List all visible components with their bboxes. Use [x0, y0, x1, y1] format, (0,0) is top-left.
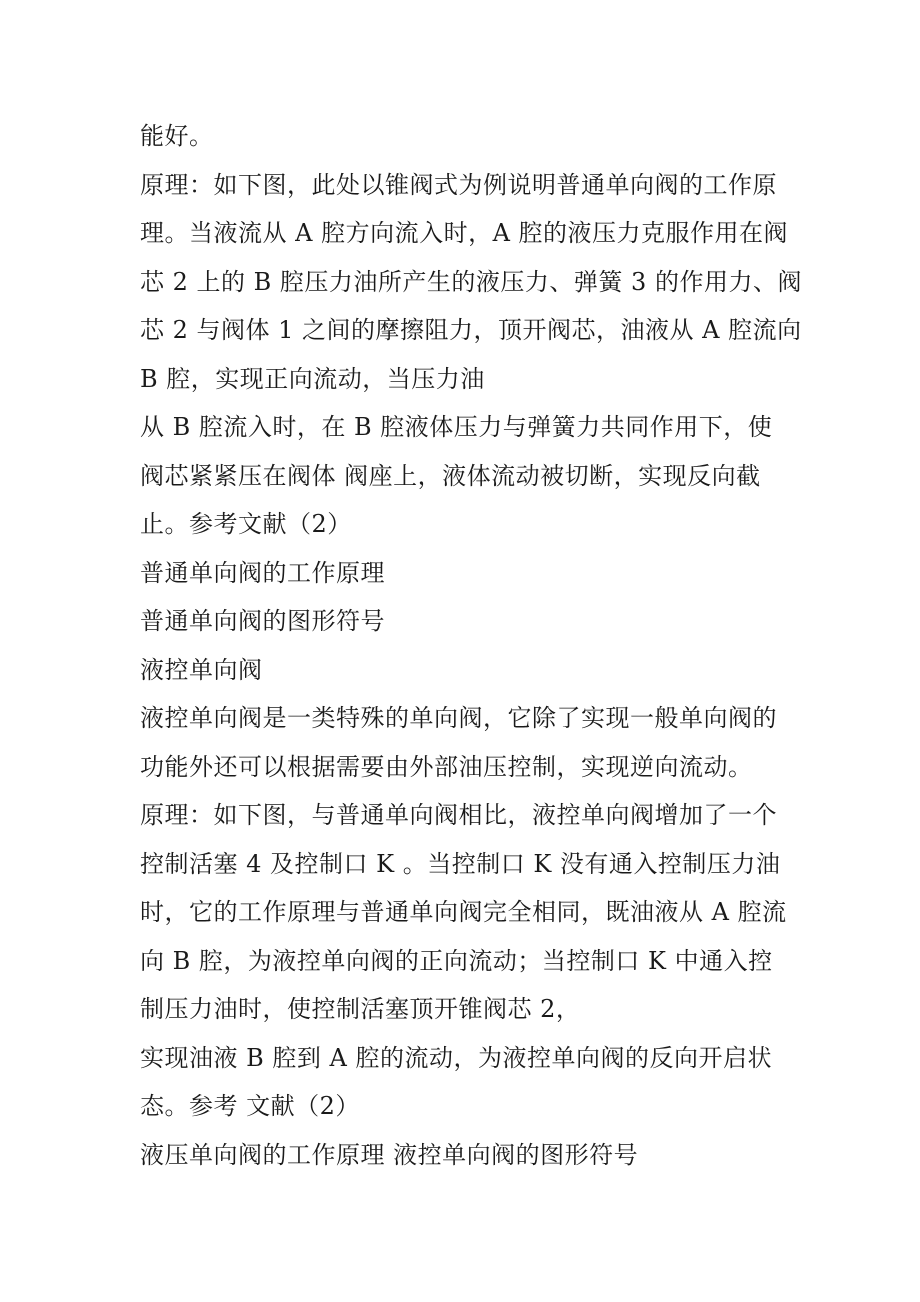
text-line: 控制活塞 4 及控制口 K 。当控制口 K 没有通入控制压力油: [140, 849, 781, 878]
text-line: 阀芯紧紧压在阀体 阀座上，液体流动被切断，实现反向截: [140, 461, 761, 490]
text-line: 液控单向阀是一类特殊的单向阀，它除了实现一般单向阀的: [140, 704, 777, 732]
text-line: 向 B 腔，为液控单向阀的正向流动；当控制口 K 中通入控: [140, 946, 773, 975]
text-line: 从 B 腔流入时，在 B 腔液体压力与弹簧力共同作用下，使: [140, 413, 773, 441]
text-line: 芯 2 上的 B 腔压力油所产生的液压力、弹簧 3 的作用力、阀: [140, 267, 802, 296]
text-line: 能好。: [140, 122, 214, 150]
section-heading: 普通单向阀的工作原理: [140, 558, 385, 587]
text-line: B 腔，实现正向流动，当压力油: [140, 364, 485, 393]
text-line: 态。参考 文献（2）: [140, 1092, 360, 1120]
section-heading: 普通单向阀的图形符号: [140, 607, 385, 635]
text-line: 原理：如下图，此处以锥阀式为例说明普通单向阀的工作原: [140, 170, 777, 199]
text-line: 实现油液 B 腔到 A 腔的流动，为液控单向阀的反向开启状: [140, 1043, 772, 1072]
text-line: 芯 2 与阀体 1 之间的摩擦阻力，顶开阀芯，油液从 A 腔流向: [140, 316, 802, 344]
document-body: [140, 112, 802, 1179]
section-heading: 液压单向阀的工作原理 液控单向阀的图形符号: [140, 1140, 639, 1169]
section-heading: 液控单向阀: [140, 655, 263, 684]
text-line: 时，它的工作原理与普通单向阀完全相同，既油液从 A 腔流: [140, 898, 787, 926]
text-line: 制压力油时，使控制活塞顶开锥阀芯 2，: [140, 995, 581, 1023]
text-line: 止。参考文献（2）: [140, 510, 352, 538]
text-line: 功能外还可以根据需要由外部油压控制，实现逆向流动。: [140, 752, 753, 781]
text-line: 原理：如下图，与普通单向阀相比，液控单向阀增加了一个: [140, 801, 777, 829]
text-line: 理。当液流从 A 腔方向流入时，A 腔的液压力克服作用在阀: [140, 219, 789, 247]
